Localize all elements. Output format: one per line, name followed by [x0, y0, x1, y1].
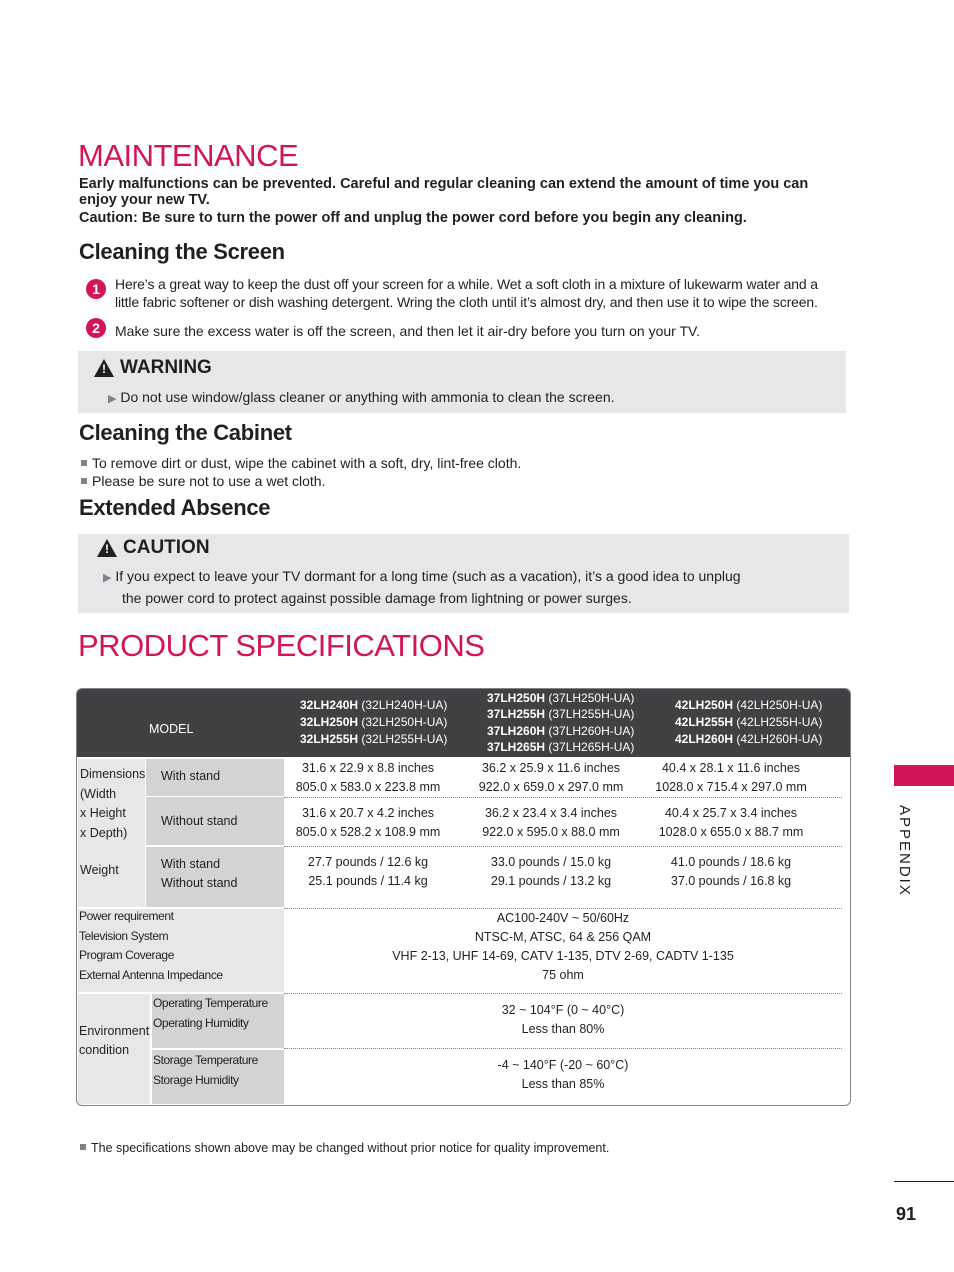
square-bullet-icon — [81, 478, 87, 484]
product-specs-title: PRODUCT SPECIFICATIONS — [78, 628, 485, 663]
weight-with-stand-label: With stand — [161, 857, 221, 871]
model-code: 37LH260H — [487, 723, 546, 738]
model-name — [487, 690, 634, 706]
model-variant: (32LH250H-UA) — [358, 715, 448, 729]
weight-32: 27.7 pounds / 12.6 kg 25.1 pounds / 11.4 kg — [307, 855, 429, 888]
row-divider — [284, 993, 842, 994]
caution-line: If you expect to leave your TV dormant for a long time (such as a vacation), it’s a good idea to unplug — [115, 568, 741, 584]
step-1-line: little fabric softener or dish washing detergent. Wring the cloth until it’s almost dry, and then use it to wipe the screen. — [115, 294, 818, 310]
model-name — [487, 706, 634, 722]
model-name — [300, 731, 447, 748]
step-number-1: 1 — [86, 279, 106, 299]
weight-37: 33.0 pounds / 15.0 kg 29.1 pounds / 13.2 kg — [490, 855, 612, 888]
caution-text — [103, 566, 843, 608]
arrow-bullet-icon: ▶ — [103, 572, 112, 584]
step-2-text: Make sure the excess water is off the screen, and then let it air-dry before you turn on your TV. — [115, 323, 700, 339]
caution-heading — [97, 537, 210, 559]
warning-icon: ! — [94, 359, 114, 377]
weight-42: 41.0 pounds / 18.6 kg 37.0 pounds / 16.8 kg — [670, 855, 792, 888]
model-variant: (37LH250H-UA) — [545, 691, 635, 705]
storage-labels: Storage Temperature Storage Humidity — [153, 1053, 258, 1087]
list-item: Please be sure not to use a wet cloth. — [81, 472, 521, 490]
maintenance-intro — [79, 176, 839, 226]
dim-with-37: 36.2 x 25.9 x 11.6 inches 922.0 x 659.0 x 297.0 mm — [478, 761, 624, 794]
warning-heading — [94, 357, 212, 379]
model-variant: (42LH250H-UA) — [733, 698, 823, 712]
spec-header — [77, 689, 850, 757]
environment-label: Environment condition — [79, 1024, 150, 1057]
operating-values: 32 ~ 104°F (0 ~ 40°C) Less than 80% — [501, 1003, 625, 1036]
model-code: 37LH265H — [487, 739, 546, 754]
maintenance-title: MAINTENANCE — [78, 138, 299, 173]
caution-line: the power cord to protect against possible damage from lightning or power surges. — [122, 590, 632, 606]
model-name — [487, 723, 634, 739]
cabinet-list — [81, 454, 521, 490]
model-variant: (32LH255H-UA) — [358, 732, 448, 746]
caution-label: CAUTION — [123, 537, 210, 558]
warning-text-row — [108, 388, 615, 408]
model-code: 32LH255H — [300, 732, 359, 746]
intro-caution: Caution: Be sure to turn the power off and unplug the power cord before you begin any cleaning. — [79, 210, 747, 226]
step-1-text — [115, 275, 855, 311]
model-code: 42LH255H — [675, 715, 734, 729]
model-variant: (37LH265H-UA) — [545, 739, 635, 754]
list-item: To remove dirt or dust, wipe the cabinet with a soft, dry, lint-free cloth. — [81, 454, 521, 472]
storage-values: -4 ~ 140°F (-20 ~ 60°C) Less than 85% — [497, 1058, 629, 1091]
appendix-tab-marker — [894, 765, 954, 786]
model-code: 42LH250H — [675, 698, 734, 712]
model-variant: (42LH255H-UA) — [733, 715, 823, 729]
model-col-2 — [487, 690, 634, 755]
weight-label: Weight — [80, 863, 119, 877]
general-labels: Power requirement Television System Program Coverage External Antenna Impedance — [79, 909, 223, 982]
row-divider — [284, 1048, 842, 1049]
model-name — [675, 731, 822, 748]
footnote-text: The specifications shown above may be changed without prior notice for quality improvement. — [91, 1141, 610, 1155]
step-1-line: Here’s a great way to keep the dust off your screen for a while. Wet a soft cloth in a mixture of lukewarm water and a — [115, 276, 818, 292]
operating-labels: Operating Temperature Operating Humidity — [153, 996, 268, 1030]
page-number: 91 — [896, 1204, 917, 1224]
dim-with-42: 40.4 x 28.1 x 11.6 inches 1028.0 x 715.4 x 297.0 mm — [655, 761, 807, 794]
square-bullet-icon — [81, 460, 87, 466]
appendix-side-label: APPENDIX — [896, 805, 913, 897]
model-code: 37LH250H — [487, 691, 546, 705]
intro-line: enjoy your new TV. — [79, 192, 210, 208]
dim-without-37: 36.2 x 23.4 x 3.4 inches 922.0 x 595.0 x 88.0 mm — [482, 806, 620, 839]
dim-without-42: 40.4 x 25.7 x 3.4 inches 1028.0 x 655.0 x 88.7 mm — [658, 806, 804, 839]
arrow-bullet-icon: ▶ — [108, 393, 117, 405]
step-number-2: 2 — [86, 318, 106, 338]
warning-text: Do not use window/glass cleaner or anything with ammonia to clean the screen. — [120, 389, 615, 405]
model-name — [675, 697, 822, 714]
general-values: AC100-240V ~ 50/60Hz NTSC-M, ATSC, 64 & 256 QAM VHF 2-13, UHF 14-69, CATV 1-135, DTV 2-69, CADTV 1-135 75 ohm — [392, 911, 734, 982]
caution-icon: ! — [97, 539, 117, 557]
model-variant: (32LH240H-UA) — [358, 698, 448, 712]
model-code: 42LH260H — [675, 732, 734, 746]
model-name — [675, 714, 822, 731]
model-code: 32LH250H — [300, 715, 359, 729]
cleaning-screen-heading: Cleaning the Screen — [79, 239, 285, 264]
model-label: MODEL — [149, 722, 194, 736]
row-divider — [284, 797, 842, 798]
footnote — [80, 1141, 609, 1155]
dim-without-32: 31.6 x 20.7 x 4.2 inches 805.0 x 528.2 x 108.9 mm — [295, 806, 441, 839]
warning-box — [78, 351, 846, 413]
model-variant: (37LH255H-UA) — [545, 707, 635, 722]
cleaning-cabinet-heading: Cleaning the Cabinet — [79, 420, 292, 445]
model-col-1 — [300, 697, 447, 748]
model-name — [300, 714, 447, 731]
intro-line: Early malfunctions can be prevented. Careful and regular cleaning can extend the amount of time you can — [79, 176, 809, 192]
model-name — [487, 739, 634, 755]
with-stand-label: With stand — [161, 769, 221, 783]
model-variant: (37LH260H-UA) — [545, 723, 635, 738]
square-bullet-icon — [80, 1144, 86, 1150]
model-code: 32LH240H — [300, 698, 359, 712]
caution-box — [78, 534, 849, 613]
extended-absence-heading: Extended Absence — [79, 495, 271, 520]
without-stand-label: Without stand — [161, 814, 238, 828]
model-name — [300, 697, 447, 714]
page-number-rule — [894, 1181, 954, 1182]
row-divider — [284, 846, 842, 847]
dim-with-32: 31.6 x 22.9 x 8.8 inches 805.0 x 583.0 x 223.8 mm — [295, 761, 441, 794]
weight-without-stand-label: Without stand — [161, 876, 238, 890]
model-col-3 — [675, 697, 822, 748]
dimensions-label: Dimensions (Width x Height x Depth) — [80, 767, 146, 840]
model-code: 37LH255H — [487, 707, 546, 722]
model-variant: (42LH260H-UA) — [733, 732, 823, 746]
warning-label: WARNING — [120, 357, 212, 378]
spec-table — [76, 688, 851, 1106]
